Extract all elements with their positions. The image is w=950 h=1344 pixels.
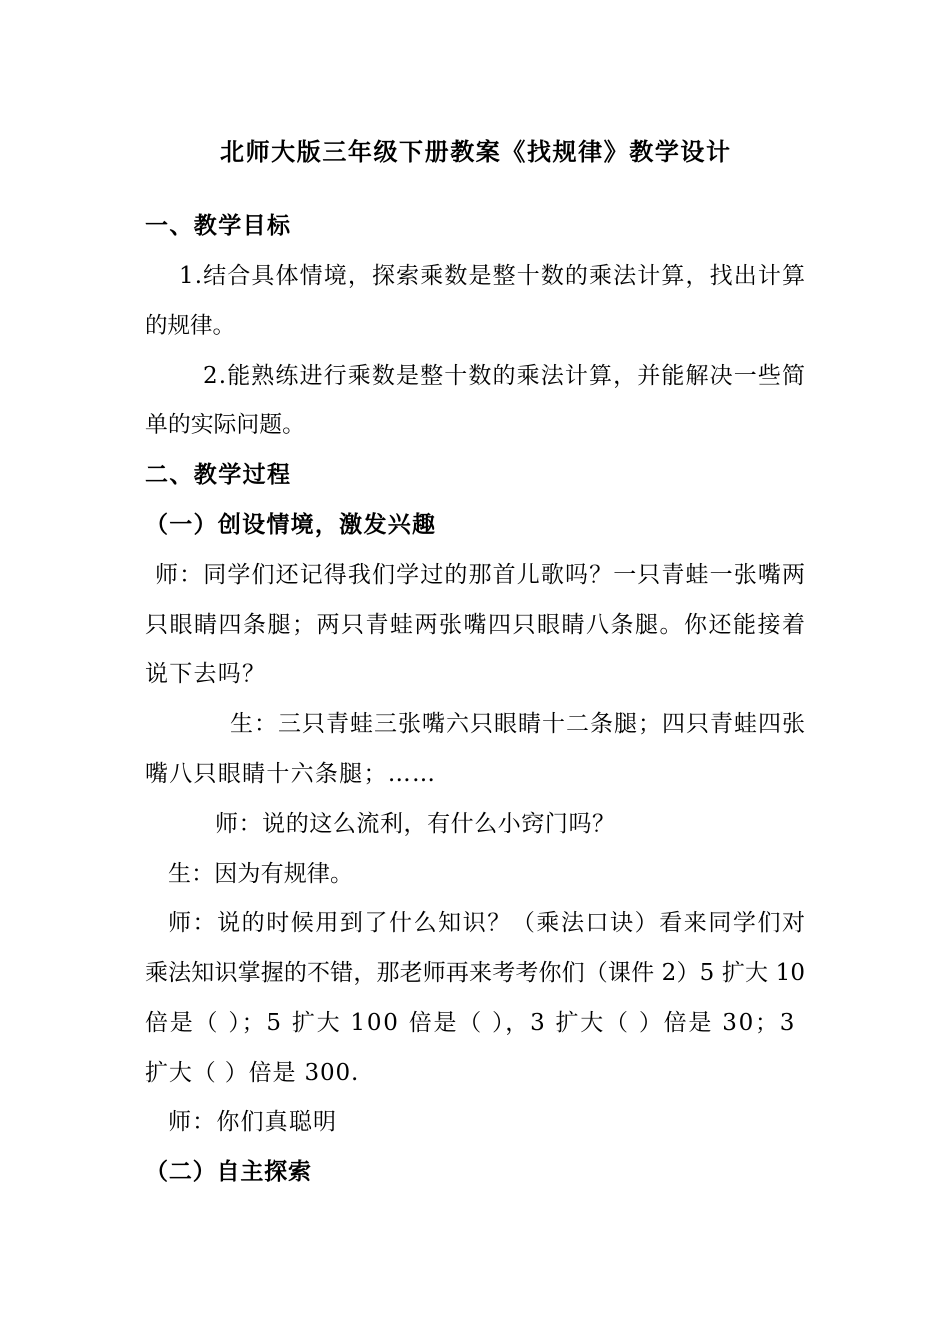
paragraph-1-line-3: 说下去吗？: [145, 661, 267, 687]
paragraph-3-line-1: 师：说的这么流利，有什么小窍门吗？: [215, 811, 616, 837]
paragraph-5-line-1: 师：说的时候用到了什么知识？（乘法口诀）看来同学们对: [168, 910, 807, 936]
goal-1-line-2: 的规律。: [145, 313, 236, 339]
goal-1-line-1: 1.结合具体情境，探索乘数是整十数的乘法计算，找出计算: [179, 263, 807, 289]
document-title: 北师大版三年级下册教案《找规律》教学设计: [220, 137, 732, 166]
paragraph-5-line-3: 倍是（ ）；5 扩大 100 倍是（ ），3 扩大（ ）倍是 30；3: [145, 1010, 797, 1036]
paragraph-1-line-1: 师：同学们还记得我们学过的那首儿歌吗？一只青蛙一张嘴两: [155, 562, 807, 588]
paragraph-5-line-4: 扩大（ ）倍是 300.: [145, 1060, 360, 1086]
goal-2-line-2: 单的实际问题。: [145, 412, 305, 438]
subsection-heading-2: （二）自主探索: [145, 1158, 312, 1185]
paragraph-4-line-1: 生：因为有规律。: [168, 861, 354, 887]
paragraph-1-line-2: 只眼睛四条腿；两只青蛙两张嘴四只眼睛八条腿。你还能接着: [145, 612, 807, 638]
paragraph-2-line-2: 嘴八只眼睛十六条腿；……: [145, 761, 437, 787]
subsection-heading-1: （一）创设情境，激发兴趣: [145, 511, 437, 538]
goal-2-line-1: 2.能熟练进行乘数是整十数的乘法计算，并能解决一些简: [203, 363, 807, 389]
paragraph-2-line-1: 生：三只青蛙三张嘴六只眼睛十二条腿；四只青蛙四张: [230, 711, 806, 737]
paragraph-5-line-2: 乘法知识掌握的不错，那老师再来考考你们（课件 2）5 扩大 10: [145, 960, 806, 986]
section-heading-goals: 一、教学目标: [145, 212, 292, 239]
paragraph-6-line-1: 师：你们真聪明: [168, 1109, 338, 1135]
section-heading-process: 二、教学过程: [145, 461, 292, 488]
